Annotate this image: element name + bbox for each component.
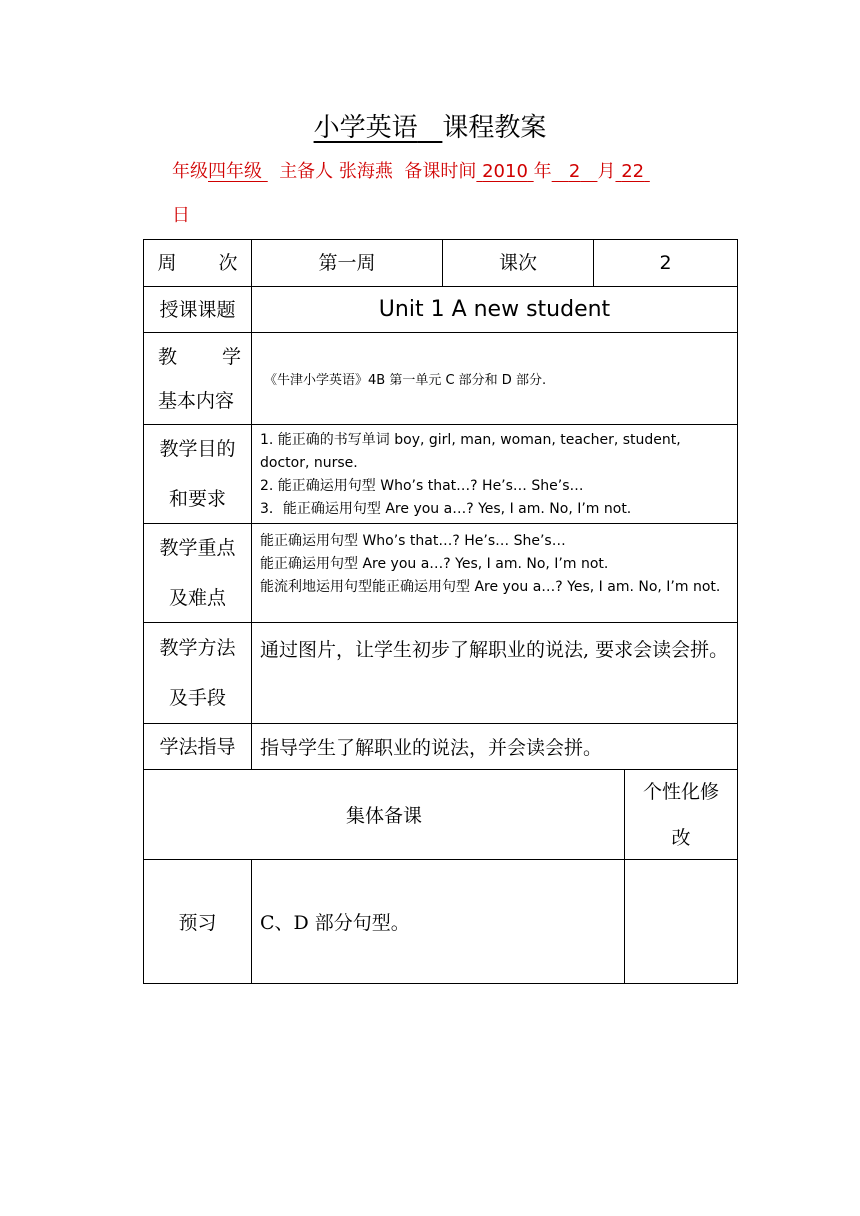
content-value: 《牛津小学英语》4B 第一单元 C 部分和 D 部分. [251,333,737,424]
grade-label: 年级 [172,161,208,182]
month-unit: 月 [597,161,616,182]
week-label: 周 次 [157,252,238,274]
goal-item: 3．能正确运用句型 Are you a…? Yes, I am. No, I’m not. [260,501,632,517]
page-title [0,110,860,146]
time-label: 备课时间 [404,161,477,182]
goal-item: 2. 能正确运用句型 Who’s that…? He’s… She’s… [260,478,584,494]
day-value: 22 [621,161,645,182]
row-goals [143,425,738,524]
focus-label: 教学重点 及难点 [159,537,236,609]
focus-item: 能正确运用句型 Who’s that…? He’s… She’s… [260,533,566,549]
preparer-value: 张海燕 [338,161,393,182]
topic-label: 授课课题 [159,298,236,321]
row-collective [143,770,738,860]
goals-label: 教学目的 和要求 [159,438,236,510]
goals-list [251,425,737,523]
year-unit: 年 [533,161,552,182]
preview-label: 预习 [178,912,217,934]
row-focus [143,524,738,623]
header-meta [172,158,732,226]
personal-label: 个性化修 改 [624,770,737,859]
row-guide [143,724,738,770]
content-label: 教 学 基本内容 [158,346,241,412]
year-value: 2010 [482,161,528,182]
focus-item: 能正确运用句型 Are you a…? Yes, I am. No, I’m not. [260,556,609,572]
title-doc: 课程教案 [442,113,547,143]
focus-list [251,524,737,622]
title-gap [418,113,443,143]
method-value: 通过图片，让学生初步了解职业的说法, 要求会读会拼。 [251,623,737,723]
guide-label: 学法指导 [159,735,236,758]
personal-edit-cell [624,860,737,983]
title-subject: 小学英语 [313,113,418,143]
collective-label: 集体备课 [345,805,422,827]
lesson-plan-table [143,239,738,984]
guide-value: 指导学生了解职业的说法，并会读会拼。 [251,724,737,769]
month-value: 2 [568,161,581,182]
row-content [143,333,738,425]
focus-item: 能流利地运用句型能正确运用句型 Are you a…? Yes, I am. No, I’m not. [260,579,721,595]
row-method [143,623,738,724]
topic-value: Unit 1 A new student [251,287,737,332]
preview-value: C、D 部分句型。 [251,860,624,983]
grade-value: 四年级 [208,161,262,182]
lesson-label: 课次 [442,240,593,286]
preparer-label: 主备人 [279,161,334,182]
row-preview [143,860,738,984]
row-week [143,239,738,287]
row-topic [143,287,738,333]
week-value: 第一周 [251,240,442,286]
lesson-value: 2 [593,240,737,286]
goal-item: 1. 能正确的书写单词 boy, girl, man, woman, teacher, student, doctor, nurse. [260,432,681,471]
method-label: 教学方法 及手段 [159,637,236,709]
day-unit: 日 [172,205,190,226]
